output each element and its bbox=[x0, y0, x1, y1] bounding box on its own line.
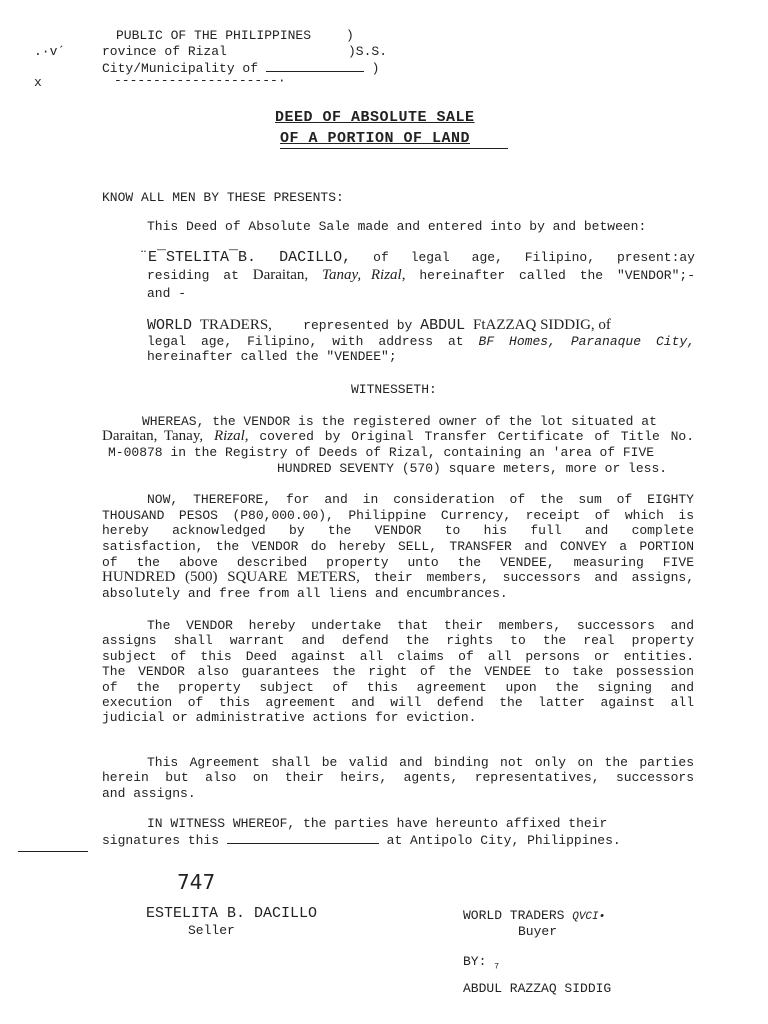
vendee-traders: TRADERS, bbox=[199, 317, 272, 333]
whereas-line-4: HUNDRED SEVENTY (570) square meters, more or less. bbox=[277, 461, 668, 476]
witness-date-blank bbox=[227, 832, 379, 844]
undertake-line-3: subject of this Deed against all claims of all persons or entities. bbox=[102, 649, 694, 664]
vendee-abdul: ABDUL bbox=[420, 317, 466, 334]
witness-signatures: signatures this bbox=[102, 833, 220, 848]
vendee-line-2 bbox=[147, 334, 695, 350]
vendee-line-1 bbox=[147, 317, 611, 334]
header-paren-3: ) bbox=[371, 61, 380, 76]
by-mark: 7 bbox=[494, 962, 500, 972]
whereas-line-3: M-00878 in the Registry of Deeds of Rizal, containing an 'area of FIVE bbox=[108, 445, 655, 460]
vendor-residing: residing at bbox=[147, 268, 239, 283]
vendee-rep: represented by bbox=[303, 318, 413, 333]
header-republic: PUBLIC OF THE PHILIPPINES bbox=[116, 28, 312, 43]
vendor-and: and - bbox=[147, 286, 187, 301]
now-line-4: satisfaction, the VENDOR do hereby SELL, TRANSFER and CONVEY a PORTION bbox=[102, 539, 694, 554]
buyer-name-line bbox=[463, 908, 605, 923]
intro-text: KNOW ALL MEN BY THESE PRESENTS: bbox=[102, 190, 344, 205]
vendor-line-2 bbox=[147, 268, 695, 284]
undertake-line-7: judicial or administrative actions for eviction. bbox=[102, 710, 477, 725]
now-line-7: absolutely and free from all liens and encumbrances. bbox=[102, 586, 508, 601]
binding-line-1: This Agreement shall be valid and binding not only on the parties bbox=[147, 755, 694, 770]
vendee-world: WORLD bbox=[147, 317, 193, 334]
vendee-rest-name: FtAZZAQ SIDDIG, of bbox=[473, 317, 611, 333]
vendor-line-1 bbox=[139, 250, 695, 266]
title-line-1: DEED OF ABSOLUTE SALE bbox=[275, 109, 475, 126]
header-dashes: ---------------------· bbox=[114, 73, 286, 88]
vendor-place: Daraitan, bbox=[252, 267, 309, 283]
now-line-6-rest: their members, successors and assigns, bbox=[373, 570, 695, 585]
seller-name: ESTELITA B. DACILLO bbox=[146, 905, 318, 922]
undertake-line-5: of the property subject of this agreement upon the signing and bbox=[102, 680, 694, 695]
header-city-blank bbox=[266, 60, 364, 72]
vendor-place-italic: Tanay, Rizal, bbox=[322, 267, 406, 283]
whereas-line-2-rest: covered by Original Transfer Certificate of Title No. bbox=[259, 429, 694, 444]
vendee-line-3: hereinafter called the "VENDEE"; bbox=[147, 349, 397, 364]
now-line-3: hereby acknowledged by the VENDOR to his full and complete bbox=[102, 523, 694, 538]
left-margin-rule bbox=[18, 851, 88, 852]
header-mark-x: x bbox=[34, 75, 42, 90]
opening-text: This Deed of Absolute Sale made and entered into by and between: bbox=[147, 219, 647, 234]
header-city-label: City/Municipality of bbox=[102, 61, 259, 76]
whereas-rizal: Rizal, bbox=[213, 428, 249, 444]
witnesseth-heading: WITNESSETH: bbox=[351, 382, 437, 397]
undertake-line-2: assigns shall warrant and defend the rights to the real property bbox=[102, 633, 694, 648]
signatory-name: ABDUL RAZZAQ SIDDIG bbox=[463, 981, 612, 996]
by-label: BY: bbox=[463, 954, 487, 969]
title-underline bbox=[280, 148, 508, 149]
by-line bbox=[463, 954, 499, 972]
vendor-line-1-rest: of legal age, Filipino, present:ay bbox=[373, 250, 695, 265]
now-line-2: THOUSAND PESOS (P80,000.00), Philippine Currency, receipt of which is bbox=[102, 508, 694, 523]
whereas-line-1: WHEREAS, the VENDOR is the registered owner of the lot situated at bbox=[142, 414, 657, 429]
header-ss: )S.S. bbox=[348, 44, 388, 59]
header-mark-left: .·v´ bbox=[34, 44, 66, 59]
binding-line-2: herein but also on their heirs, agents, representatives, successors bbox=[102, 770, 694, 785]
title-line-2: OF A PORTION OF LAND bbox=[280, 130, 471, 147]
vendor-line-2-rest: hereinafter called the "VENDOR";- bbox=[419, 268, 695, 283]
undertake-line-1: The VENDOR hereby undertake that their members, successors and bbox=[147, 618, 694, 633]
vendee-address: BF Homes, Paranaque City, bbox=[478, 334, 695, 349]
witness-line-1: IN WITNESS WHEREOF, the parties have hereunto affixed their bbox=[147, 816, 608, 831]
undertake-line-4: The VENDOR also guarantees the right of the VENDEE to take possession bbox=[102, 664, 694, 679]
witness-place: at Antipolo City, Philippines. bbox=[386, 833, 621, 848]
now-line-6 bbox=[102, 570, 694, 586]
header-paren-1: ) bbox=[346, 28, 354, 43]
vendee-line-2-text: legal age, Filipino, with address at bbox=[147, 334, 464, 349]
vendor-name: ¨E¯STELITA¯B. DACILLO, bbox=[139, 249, 352, 266]
header-province: rovince of Rizal bbox=[102, 44, 227, 59]
page-number: 747 bbox=[177, 870, 216, 894]
buyer-role: Buyer bbox=[518, 924, 558, 939]
whereas-place: Daraitan, Tanay, bbox=[102, 428, 204, 444]
undertake-line-6: execution of this agreement and will defend the latter against all bbox=[102, 695, 694, 710]
binding-line-3: and assigns. bbox=[102, 786, 196, 801]
whereas-line-2 bbox=[102, 429, 694, 445]
now-area-serif: HUNDRED (500) SQUARE METERS, bbox=[102, 569, 360, 585]
now-line-1: NOW, THEREFORE, for and in consideration of the sum of EIGHTY bbox=[147, 492, 694, 507]
now-line-5: of the above described property unto the VENDEE, measuring FIVE bbox=[102, 555, 694, 570]
buyer-name: WORLD TRADERS bbox=[463, 908, 565, 923]
witness-line-2 bbox=[102, 832, 621, 848]
seller-role: Seller bbox=[188, 923, 235, 938]
buyer-suffix: QVCI• bbox=[572, 911, 606, 923]
